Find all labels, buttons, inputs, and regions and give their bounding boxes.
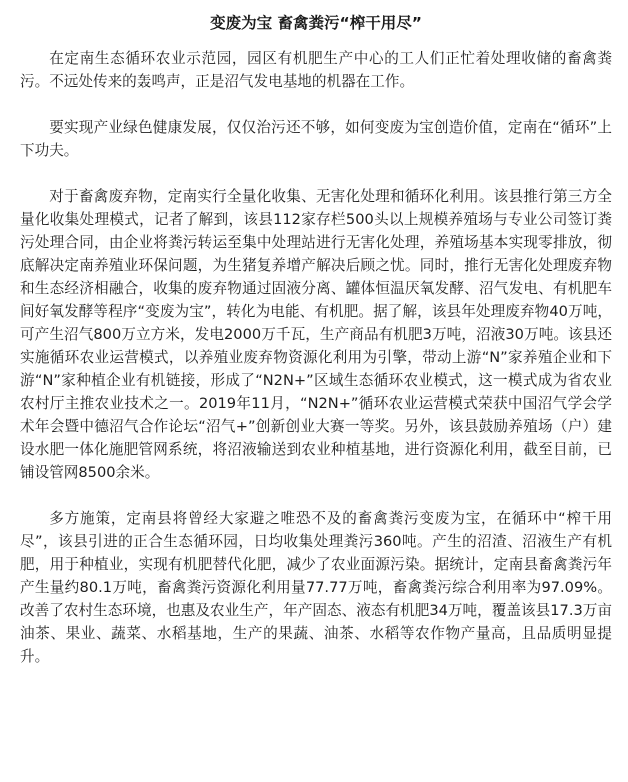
paragraph-results: 多方施策，定南县将曾经大家避之唯恐不及的畜禽粪污变废为宝，在循环中“榨干用尽”，该县引进的正合生态循环园，日均收集处理粪污360吨。产生的沼渣、沼液生产有机肥，用于种植业，实现有机肥替代化肥，减少了农业面源污染。据统计，定南县畜禽粪污年产生量约80.1万吨，畜禽粪污资源化利用量77.77万吨，畜禽粪污综合利用率为97.09%。改善了农村生态环境，也惠及农业生产，年产固态、液态有机肥34万吨，覆盖该县17.3万亩油茶、果业、蔬菜、水稻基地，生产的果蔬、油茶、水稻等农作物产量高，且品质明显提升。 — [20, 510, 612, 665]
article-title: 变废为宝 畜禽粪污“榨干用尽” — [210, 14, 422, 32]
article — [20, 12, 612, 668]
paragraph-intro: 在定南生态循环农业示范园，园区有机肥生产中心的工人们正忙着处理收储的畜禽粪污。不远处传来的轰鸣声，正是沼气发电基地的机器在工作。 — [20, 50, 612, 90]
paragraph-waste-processing: 对于畜禽废弃物，定南实行全量化收集、无害化处理和循环化利用。该县推行第三方全量化收集处理模式，记者了解到，该县112家存栏500头以上规模养殖场与专业公司签订粪污处理合同，由企业将粪污转运至集中处理站进行无害化处理，养殖场基本实现零排放，彻底解决定南养殖业环保问题，为生猪复养增产解决后顾之忧。同时，推行无害化处理废弃物和生态经济相融合，收集的废弃物通过固液分离、罐体恒温厌氧发酵、沼气发电、有机肥车间好氧发酵等程序“变废为宝”，转化为电能、有机肥。据了解，该县年处理废弃物40万吨，可产生沼气800万立方米，发电2000万千瓦，生产商品有机肥3万吨，沼液30万吨。该县还实施循环农业运营模式，以养殖业废弃物资源化利用为引擎，带动上游“N”家养殖企业和下游“N”家种植企业有机链接，形成了“N2N+”区域生态循环农业模式，这一模式成为省农业农村厅主推农业技术之一。2019年11月，“N2N+”循环农业运营模式荣获中国沼气学会学术年会暨中德沼气合作论坛“沼气+”创新创业大赛一等奖。另外，该县鼓励养殖场（户）建设水肥一体化施肥管网系统，将沼液输送到农业种植基地，进行资源化利用，截至目前，已铺设管网8500余米。 — [20, 188, 612, 481]
paragraph-circulation: 要实现产业绿色健康发展，仅仅治污还不够，如何变废为宝创造价值，定南在“循环”上下功夫。 — [20, 119, 612, 159]
